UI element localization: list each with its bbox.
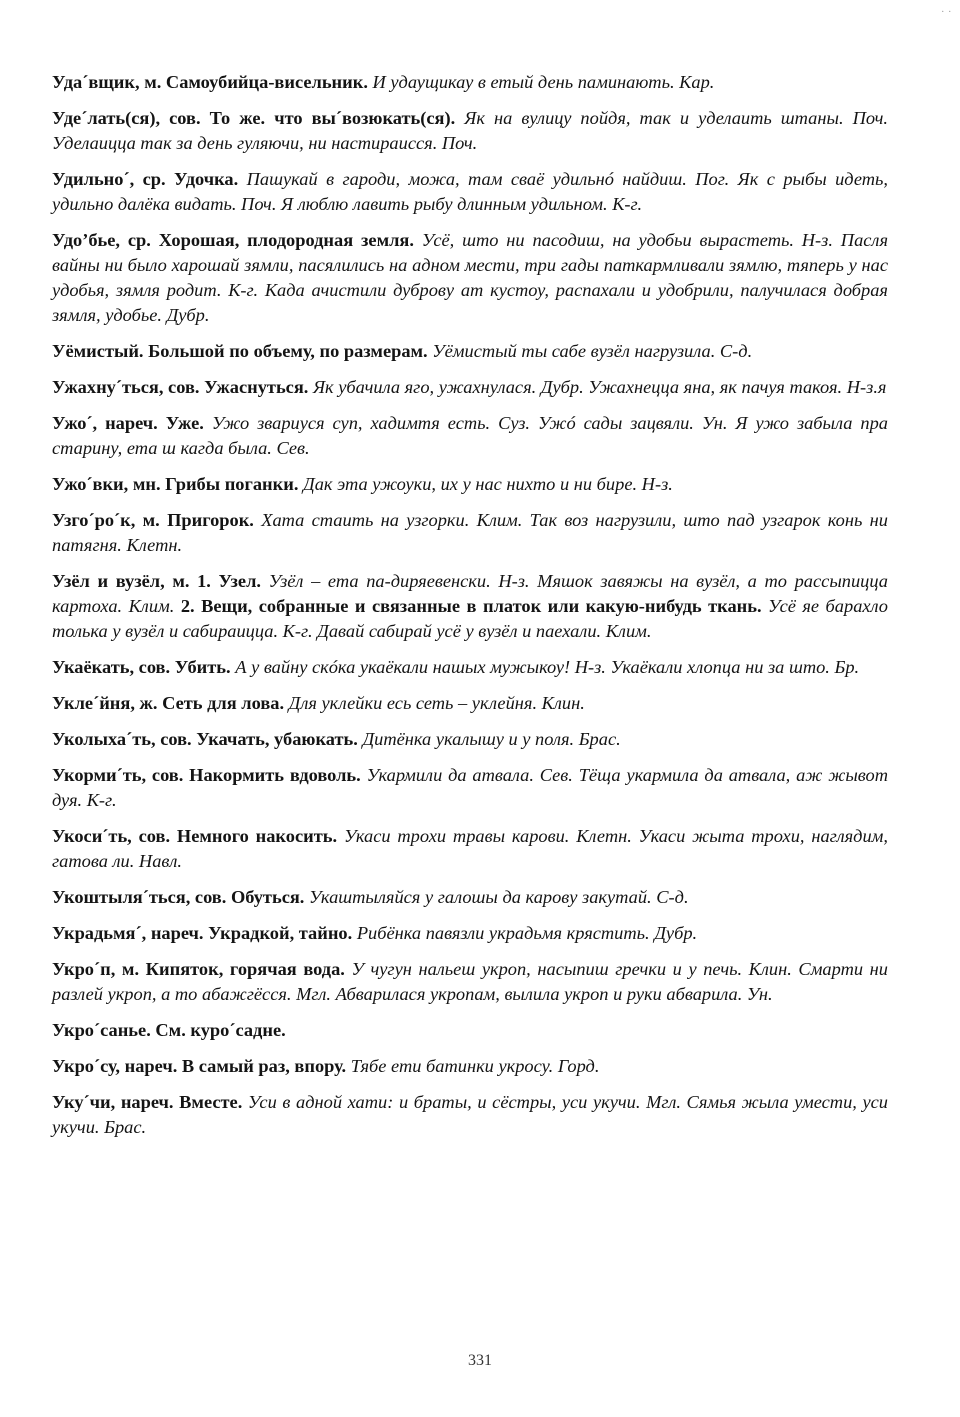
entry-headword: Ужо´, нареч. xyxy=(52,413,158,433)
entry-example: Тябе ети батинки укросу. Горд. xyxy=(346,1056,600,1076)
dictionary-entry xyxy=(52,763,888,813)
scan-corner-mark: . . xyxy=(941,4,952,15)
entry-example: Як на вулицу пойдя, так и уделаить штаны. Поч. Уделаицца так за день гуляючи, ни настираисся. Поч. xyxy=(52,108,888,153)
entry-definition-2: 2. Вещи, собранные и связанные в платок или какую-нибудь ткань. xyxy=(174,596,762,616)
entry-headword: Уку´чи, нареч. xyxy=(52,1092,174,1112)
dictionary-entry xyxy=(52,106,888,156)
entry-definition: Вместе. xyxy=(173,1092,243,1112)
dictionary-entry xyxy=(52,1054,888,1079)
entry-headword: Ужахну´ться, сов. xyxy=(52,377,200,397)
entry-definition: Ужаснуться. xyxy=(199,377,309,397)
dictionary-entry xyxy=(52,885,888,910)
entry-definition: Сеть для лова. xyxy=(157,693,285,713)
entry-definition: Удочка. xyxy=(165,169,239,189)
entry-headword: Уда´вщик, м. xyxy=(52,72,162,92)
entry-example: Уси в адной хати: и браты, и сёстры, уси укучи. Мгл. Сямья жыла умести, уси укучи. Брас. xyxy=(52,1092,888,1137)
entry-definition: Кипяток, горячая вода. xyxy=(139,959,345,979)
dictionary-entry xyxy=(52,824,888,874)
entry-example: Рибёнка павязли украдьмя крястить. Дубр. xyxy=(352,923,698,943)
entry-definition: Самоубийца-висельник. xyxy=(161,72,368,92)
entry-example: Хата стаить на узгорки. Клим. Так воз нагрузили, што пад узгарок конь ни патягня. Клетн. xyxy=(52,510,888,555)
entry-definition: Укачать, убаюкать. xyxy=(191,729,358,749)
entry-headword: Уёмистый. xyxy=(52,341,144,361)
entry-headword: Узёл и вузёл, м. xyxy=(52,571,190,591)
entry-headword: Узго´ро´к, м. xyxy=(52,510,160,530)
entry-example: Дак эта ужоуки, их у нас нихто и ни бире. Н-з. xyxy=(298,474,673,494)
entry-definition: См. куро´садне. xyxy=(150,1020,286,1040)
entry-headword: Укро´п, м. xyxy=(52,959,140,979)
dictionary-entry xyxy=(52,655,888,680)
entry-definition: Грибы поганки. xyxy=(160,474,299,494)
entry-headword: Уде´лать(ся), сов. xyxy=(52,108,201,128)
entry-example: Укаси трохи травы карови. Клетн. Укаси жыта трохи, наглядим, гатова ли. Навл. xyxy=(52,826,889,871)
entry-example: Укармили да атвала. Сев. Тёща укармила да атвала, аж жывот дуя. К-г. xyxy=(52,765,888,810)
entry-definition: Хорошая, плодородная земля. xyxy=(150,230,414,250)
dictionary-page xyxy=(52,70,888,1151)
entry-definition: Уже. xyxy=(157,413,204,433)
entry-headword: Укро´су, нареч. xyxy=(52,1056,178,1076)
dictionary-entry xyxy=(52,957,888,1007)
entry-example: Узёл – ета па-диряевенски. Н-з. Мяшок завяжы на вузёл, а то рассыпицца картоха. Клим. xyxy=(52,571,888,616)
entry-example: И удаущикау в етый день паминають. Кар. xyxy=(367,72,715,92)
dictionary-entry xyxy=(52,167,888,217)
entry-headword: Уколыха´ть, сов. xyxy=(52,729,192,749)
entry-example: Усё, што ни пасодиш, на удобьи вырастеть. Н-з. Пасля вайны ни было харошай зямли, пасялились на адном мести, три гады паткармливали зямлю, тяперь у нас удобья, зямля родит. К-г. Када ачистили дуброву ат кустоу, распахали и удобрили, палучилася добрая зямля, удобье. Дубр. xyxy=(52,230,889,325)
entry-example: У чугун нальеш укроп, насыпиш гречки и у печь. Клин. Смарти ни разлей укроп, а то абажгёсся. Мгл. Абварилася укропам, вылила укроп и руки абварила. Ун. xyxy=(52,959,888,1004)
entry-definition: Пригорок. xyxy=(159,510,254,530)
dictionary-entry xyxy=(52,508,888,558)
entry-definition: То же. что вы´возюкать(ся). xyxy=(200,108,456,128)
dictionary-entry xyxy=(52,411,888,461)
dictionary-entry xyxy=(52,1018,888,1043)
entry-headword: Укаёкать, сов. xyxy=(52,657,171,677)
entry-headword: Удильно´, ср. xyxy=(52,169,166,189)
entry-example: Ужо звариуся суп, хадимтя есть. Суз. Ужó сады зацвяли. Ун. Я ужо забыла пра старину, ета ш кагда была. Сев. xyxy=(52,413,888,458)
dictionary-entry xyxy=(52,228,888,328)
dictionary-entry xyxy=(52,375,888,400)
entry-definition: 1. Узел. xyxy=(189,571,261,591)
entry-definition: Украдкой, тайно. xyxy=(203,923,353,943)
entry-headword: Ужо´вки, мн. xyxy=(52,474,161,494)
entry-headword: Укорми´ть, сов. xyxy=(52,765,184,785)
entry-definition: Немного накосить. xyxy=(170,826,338,846)
dictionary-entry xyxy=(52,472,888,497)
entry-headword: Укле´йня, ж. xyxy=(52,693,158,713)
dictionary-entry xyxy=(52,921,888,946)
entry-example: Дитёнка укалышу и у поля. Брас. xyxy=(357,729,621,749)
dictionary-entry xyxy=(52,70,888,95)
entry-example: Уёмистый ты сабе вузёл нагрузила. С-д. xyxy=(427,341,753,361)
entry-example: Як убачила яго, ужахнулася. Дубр. Ужахнецца яна, як пачуя такоя. Н-з.я xyxy=(308,377,887,397)
entry-definition: Накормить вдоволь. xyxy=(183,765,361,785)
entry-headword: Укоштыля´ться, сов. xyxy=(52,887,227,907)
entry-example-2: Усё яе барахло толька у вузёл и сабираицца. К-г. Давай сабирай усё у вузёл и паехали. Клим. xyxy=(52,596,888,641)
entry-definition: Большой по объему, по размерам. xyxy=(143,341,428,361)
dictionary-entry xyxy=(52,727,888,752)
entry-headword: Укоси´ть, сов. xyxy=(52,826,171,846)
page-number: 331 xyxy=(468,1352,492,1369)
entry-example: Для уклейки есь сеть – уклейня. Клин. xyxy=(284,693,585,713)
dictionary-entry xyxy=(52,339,888,364)
entry-headword: Украдьмя´, нареч. xyxy=(52,923,204,943)
dictionary-entry xyxy=(52,1090,888,1140)
entry-headword: Укро´санье. xyxy=(52,1020,151,1040)
entry-definition: В самый раз, впору. xyxy=(177,1056,347,1076)
dictionary-entry xyxy=(52,569,888,644)
entry-headword: Удо’бье, ср. xyxy=(52,230,151,250)
entry-example: Укаштыляйся у галошы да карову закутай. С-д. xyxy=(304,887,689,907)
dictionary-entry xyxy=(52,691,888,716)
entry-definition: Обуться. xyxy=(226,887,305,907)
entry-definition: Убить. xyxy=(170,657,231,677)
entry-example: А у вайну скóка укаёкали нашых мужыкоу! Н-з. Укаёкали хлопца ни за што. Бр. xyxy=(230,657,860,677)
entry-example: Пашукай в гароди, можа, там сваё удильнó найдиш. Пог. Як с рыбы идеть, удильно далёка видать. Поч. Я люблю лавить рыбу длинным удильном. К-г. xyxy=(52,169,888,214)
